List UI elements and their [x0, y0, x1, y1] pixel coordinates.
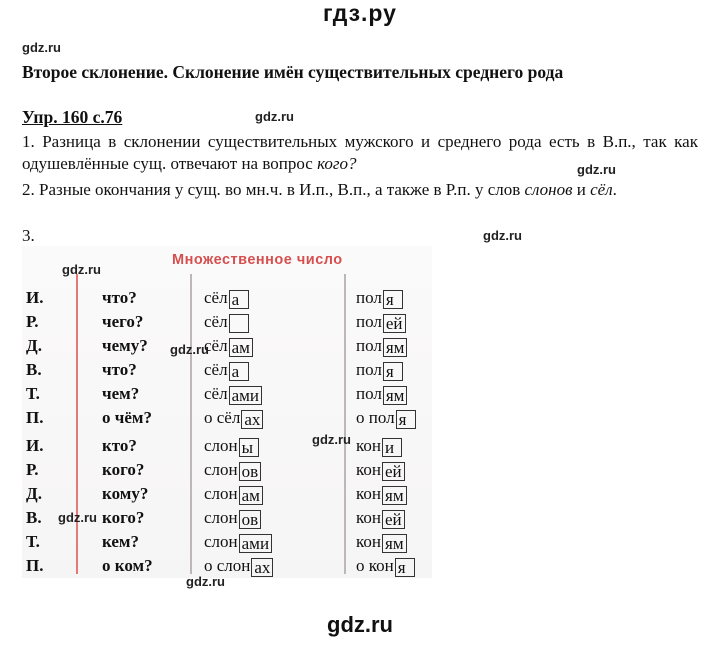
word-stem: о пол: [356, 408, 395, 427]
watermark: gdz.ru: [312, 432, 351, 447]
case-question: чем?: [102, 384, 140, 403]
ending-box: ах: [251, 558, 273, 577]
case-label: П.: [26, 408, 44, 427]
word-stem: слон: [204, 532, 238, 551]
table-row: [22, 288, 432, 310]
word-form-1: [204, 436, 259, 457]
word-stem: кон: [356, 460, 381, 479]
case-question: кому?: [102, 484, 149, 503]
word-form-1: [204, 384, 262, 405]
point-2-emphasis-2: сёл: [590, 180, 613, 199]
word-form-1: [204, 336, 253, 357]
case-question: кто?: [102, 436, 137, 455]
word-stem: пол: [356, 384, 382, 403]
point-2-text: 2. Разные окончания у сущ. во мн.ч. в И.п., В.п., а также в Р.п. у слов: [22, 180, 525, 199]
watermark: gdz.ru: [58, 510, 97, 525]
word-stem: сёл: [204, 384, 228, 403]
case-label: Д.: [26, 336, 42, 355]
ending-box: я: [395, 558, 415, 577]
ending-box: я: [383, 290, 403, 309]
word-form-2: [356, 312, 406, 333]
watermark: gdz.ru: [170, 342, 209, 357]
word-form-1: [204, 288, 249, 309]
word-stem: сёл: [204, 360, 228, 379]
table-row: [22, 436, 432, 458]
word-form-1: [204, 312, 249, 333]
table-row: [22, 484, 432, 506]
answer-point-3: 3.: [22, 226, 35, 245]
case-label: Т.: [26, 384, 40, 403]
table-row: [22, 556, 432, 578]
ending-box: ами: [239, 534, 272, 553]
ending-box: а: [229, 362, 249, 381]
word-form-1: [204, 484, 263, 505]
case-question: что?: [102, 288, 137, 307]
case-question: о ком?: [102, 556, 153, 575]
word-stem: пол: [356, 288, 382, 307]
ending-box: [229, 314, 249, 333]
case-question: кого?: [102, 508, 145, 527]
ending-box: я: [383, 362, 403, 381]
word-form-2: [356, 288, 403, 309]
word-form-2: [356, 460, 405, 481]
table-row: [22, 408, 432, 430]
watermark: gdz.ru: [483, 228, 522, 243]
ending-box: ям: [383, 386, 408, 405]
case-label: Р.: [26, 460, 39, 479]
table-row: [22, 360, 432, 382]
word-form-2: [356, 508, 405, 529]
case-question: кем?: [102, 532, 139, 551]
ending-box: ям: [383, 338, 408, 357]
case-label: В.: [26, 508, 42, 527]
case-question: чего?: [102, 312, 144, 331]
word-form-2: [356, 484, 407, 505]
table-row: [22, 532, 432, 554]
word-form-1: [204, 532, 272, 553]
case-question: что?: [102, 360, 137, 379]
table-row: [22, 336, 432, 358]
word-stem: кон: [356, 532, 381, 551]
case-label: Р.: [26, 312, 39, 331]
word-stem: слон: [204, 436, 238, 455]
ending-box: ов: [239, 462, 262, 481]
watermark: gdz.ru: [186, 574, 225, 589]
word-stem: кон: [356, 508, 381, 527]
word-form-2: [356, 360, 403, 381]
watermark: gdz.ru: [577, 162, 616, 177]
word-stem: сёл: [204, 288, 228, 307]
case-label: Д.: [26, 484, 42, 503]
word-stem: слон: [204, 484, 238, 503]
word-stem: о слон: [204, 556, 251, 575]
ending-box: ам: [229, 338, 253, 357]
word-form-2: [356, 384, 407, 405]
word-form-1: [204, 460, 261, 481]
word-form-2: [356, 336, 407, 357]
word-stem: кон: [356, 484, 381, 503]
point-1-emphasis: кого?: [317, 154, 357, 173]
word-stem: пол: [356, 336, 382, 355]
answer-point-2: [22, 179, 698, 201]
ending-box: ам: [239, 486, 263, 505]
word-stem: пол: [356, 312, 382, 331]
word-stem: сёл: [204, 336, 228, 355]
table-heading: Множественное число: [172, 252, 343, 268]
table-row: [22, 384, 432, 406]
word-form-1: [204, 360, 249, 381]
ending-box: а: [229, 290, 249, 309]
ending-box: и: [382, 438, 402, 457]
ending-box: ей: [382, 510, 405, 529]
case-question: о чём?: [102, 408, 152, 427]
word-stem: слон: [204, 460, 238, 479]
watermark: gdz.ru: [22, 40, 61, 55]
site-title: гдз.ру: [323, 0, 397, 26]
word-stem: о сёл: [204, 408, 241, 427]
ending-box: ей: [383, 314, 406, 333]
watermark: gdz.ru: [62, 262, 101, 277]
case-question: кого?: [102, 460, 145, 479]
case-label: П.: [26, 556, 44, 575]
point-1-text: 1. Разница в склонении существительных мужского и среднего рода есть в В.п., так как одушевлённые сущ. отвечают на вопрос: [22, 132, 698, 173]
case-label: И.: [26, 288, 44, 307]
table-row: [22, 312, 432, 334]
word-form-2: [356, 408, 416, 429]
table-row: [22, 460, 432, 482]
case-question: чему?: [102, 336, 148, 355]
word-stem: о кон: [356, 556, 394, 575]
case-label: Т.: [26, 532, 40, 551]
case-label: В.: [26, 360, 42, 379]
section-title: Второе склонение. Склонение имён существительных среднего рода: [22, 62, 564, 82]
ending-box: ям: [382, 534, 407, 553]
word-stem: пол: [356, 360, 382, 379]
ending-box: ям: [382, 486, 407, 505]
word-stem: сёл: [204, 312, 228, 331]
point-2-end: .: [612, 180, 617, 199]
ending-box: ов: [239, 510, 262, 529]
word-form-1: [204, 408, 263, 429]
word-stem: слон: [204, 508, 238, 527]
ending-box: ы: [239, 438, 259, 457]
word-form-2: [356, 436, 402, 457]
ending-box: ах: [241, 410, 263, 429]
watermark: gdz.ru: [255, 109, 294, 124]
declension-table-image: [22, 246, 432, 578]
point-2-connector: и: [572, 180, 591, 199]
case-label: И.: [26, 436, 44, 455]
ending-box: я: [396, 410, 416, 429]
exercise-title: Упр. 160 с.76: [22, 107, 123, 127]
ending-box: ей: [382, 462, 405, 481]
ending-box: ами: [229, 386, 262, 405]
word-form-1: [204, 508, 261, 529]
point-2-emphasis-1: слонов: [524, 180, 573, 199]
word-form-2: [356, 532, 407, 553]
footer-site-title: gdz.ru: [327, 612, 393, 637]
word-stem: кон: [356, 436, 381, 455]
word-form-2: [356, 556, 415, 577]
